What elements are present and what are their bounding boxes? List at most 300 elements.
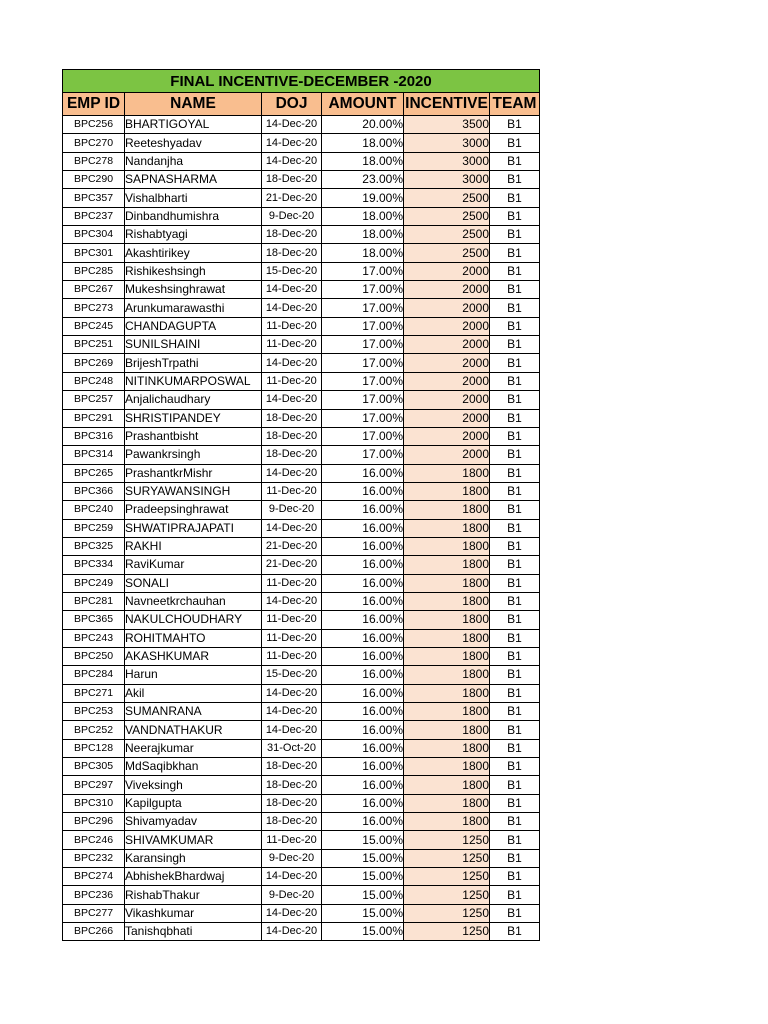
name-cell: Shivamyadav — [125, 813, 262, 831]
team-cell: B1 — [490, 189, 540, 207]
emp-id-cell: BPC365 — [63, 611, 125, 629]
incentive-cell: 1250 — [404, 923, 490, 941]
doj-cell: 11-Dec-20 — [262, 372, 322, 390]
emp-id-cell: BPC259 — [63, 519, 125, 537]
amount-cell: 18.00% — [322, 207, 404, 225]
doj-cell: 15-Dec-20 — [262, 262, 322, 280]
incentive-cell: 1800 — [404, 721, 490, 739]
name-cell: SHWATIPRAJAPATI — [125, 519, 262, 537]
name-cell: Vikashkumar — [125, 904, 262, 922]
table-row — [63, 409, 540, 427]
incentive-cell: 1250 — [404, 904, 490, 922]
incentive-cell: 1800 — [404, 501, 490, 519]
amount-cell: 16.00% — [322, 519, 404, 537]
table-row — [63, 721, 540, 739]
doj-cell: 11-Dec-20 — [262, 482, 322, 500]
amount-cell: 16.00% — [322, 464, 404, 482]
amount-cell: 16.00% — [322, 703, 404, 721]
name-cell: Kapilgupta — [125, 794, 262, 812]
incentive-cell: 3500 — [404, 116, 490, 134]
doj-cell: 31-Oct-20 — [262, 739, 322, 757]
team-cell: B1 — [490, 592, 540, 610]
emp-id-cell: BPC253 — [63, 703, 125, 721]
team-cell: B1 — [490, 409, 540, 427]
amount-cell: 16.00% — [322, 647, 404, 665]
emp-id-cell: BPC297 — [63, 776, 125, 794]
amount-cell: 15.00% — [322, 904, 404, 922]
table-row — [63, 482, 540, 500]
incentive-cell: 1800 — [404, 776, 490, 794]
doj-cell: 14-Dec-20 — [262, 904, 322, 922]
amount-cell: 16.00% — [322, 629, 404, 647]
table-row — [63, 666, 540, 684]
amount-cell: 17.00% — [322, 281, 404, 299]
name-cell: Mukeshsinghrawat — [125, 281, 262, 299]
emp-id-cell: BPC245 — [63, 317, 125, 335]
table-row — [63, 336, 540, 354]
amount-cell: 17.00% — [322, 409, 404, 427]
incentive-cell: 2000 — [404, 391, 490, 409]
doj-cell: 11-Dec-20 — [262, 317, 322, 335]
name-cell: Rishabtyagi — [125, 226, 262, 244]
team-cell: B1 — [490, 849, 540, 867]
team-cell: B1 — [490, 758, 540, 776]
team-cell: B1 — [490, 152, 540, 170]
doj-cell: 14-Dec-20 — [262, 152, 322, 170]
team-cell: B1 — [490, 446, 540, 464]
doj-cell: 21-Dec-20 — [262, 556, 322, 574]
doj-cell: 18-Dec-20 — [262, 794, 322, 812]
name-cell: Nandanjha — [125, 152, 262, 170]
team-cell: B1 — [490, 629, 540, 647]
name-cell: Dinbandhumishra — [125, 207, 262, 225]
doj-cell: 14-Dec-20 — [262, 703, 322, 721]
team-cell: B1 — [490, 336, 540, 354]
table-row — [63, 592, 540, 610]
incentive-cell: 1250 — [404, 849, 490, 867]
incentive-cell: 2000 — [404, 354, 490, 372]
emp-id-cell: BPC273 — [63, 299, 125, 317]
incentive-cell: 2000 — [404, 317, 490, 335]
doj-cell: 11-Dec-20 — [262, 629, 322, 647]
team-cell: B1 — [490, 684, 540, 702]
name-cell: Akil — [125, 684, 262, 702]
table-row — [63, 189, 540, 207]
team-cell: B1 — [490, 171, 540, 189]
table-row — [63, 849, 540, 867]
team-cell: B1 — [490, 501, 540, 519]
amount-cell: 16.00% — [322, 776, 404, 794]
table-row — [63, 207, 540, 225]
emp-id-cell: BPC240 — [63, 501, 125, 519]
doj-cell: 18-Dec-20 — [262, 446, 322, 464]
doj-cell: 9-Dec-20 — [262, 849, 322, 867]
incentive-cell: 2000 — [404, 262, 490, 280]
team-cell: B1 — [490, 868, 540, 886]
team-cell: B1 — [490, 739, 540, 757]
team-cell: B1 — [490, 281, 540, 299]
table-row — [63, 758, 540, 776]
incentive-cell: 1800 — [404, 464, 490, 482]
amount-cell: 16.00% — [322, 501, 404, 519]
name-cell: SURYAWANSINGH — [125, 482, 262, 500]
doj-cell: 21-Dec-20 — [262, 537, 322, 555]
team-cell: B1 — [490, 666, 540, 684]
emp-id-cell: BPC291 — [63, 409, 125, 427]
doj-cell: 18-Dec-20 — [262, 409, 322, 427]
emp-id-cell: BPC281 — [63, 592, 125, 610]
incentive-cell: 1800 — [404, 574, 490, 592]
table-row — [63, 372, 540, 390]
team-cell: B1 — [490, 464, 540, 482]
emp-id-cell: BPC316 — [63, 427, 125, 445]
doj-cell: 14-Dec-20 — [262, 684, 322, 702]
table-row — [63, 904, 540, 922]
table-row — [63, 427, 540, 445]
table-row — [63, 391, 540, 409]
emp-id-cell: BPC232 — [63, 849, 125, 867]
incentive-cell: 1800 — [404, 482, 490, 500]
amount-cell: 16.00% — [322, 721, 404, 739]
amount-cell: 16.00% — [322, 482, 404, 500]
table-row — [63, 116, 540, 134]
incentive-cell: 1800 — [404, 556, 490, 574]
table-row — [63, 831, 540, 849]
table-row — [63, 739, 540, 757]
name-cell: NAKULCHOUDHARY — [125, 611, 262, 629]
amount-cell: 16.00% — [322, 794, 404, 812]
team-cell: B1 — [490, 776, 540, 794]
team-cell: B1 — [490, 134, 540, 152]
amount-cell: 17.00% — [322, 427, 404, 445]
emp-id-cell: BPC310 — [63, 794, 125, 812]
table-row — [63, 611, 540, 629]
table-row — [63, 171, 540, 189]
name-cell: ROHITMAHTO — [125, 629, 262, 647]
table-row — [63, 464, 540, 482]
name-cell: Arunkumarawasthi — [125, 299, 262, 317]
table-row — [63, 446, 540, 464]
amount-cell: 17.00% — [322, 299, 404, 317]
incentive-table — [62, 69, 540, 941]
incentive-cell: 3000 — [404, 171, 490, 189]
amount-cell: 18.00% — [322, 134, 404, 152]
table-row — [63, 886, 540, 904]
header-row — [63, 93, 540, 116]
team-cell: B1 — [490, 886, 540, 904]
team-cell: B1 — [490, 427, 540, 445]
table-body — [63, 116, 540, 941]
table-row — [63, 281, 540, 299]
amount-cell: 17.00% — [322, 262, 404, 280]
team-cell: B1 — [490, 226, 540, 244]
emp-id-cell: BPC296 — [63, 813, 125, 831]
emp-id-cell: BPC304 — [63, 226, 125, 244]
table-row — [63, 647, 540, 665]
doj-cell: 14-Dec-20 — [262, 299, 322, 317]
doj-cell: 14-Dec-20 — [262, 592, 322, 610]
name-cell: RishabThakur — [125, 886, 262, 904]
table-row — [63, 244, 540, 262]
doj-cell: 11-Dec-20 — [262, 574, 322, 592]
name-cell: Pradeepsinghrawat — [125, 501, 262, 519]
incentive-cell: 1800 — [404, 666, 490, 684]
emp-id-cell: BPC246 — [63, 831, 125, 849]
header-incentive: INCENTIVE — [404, 93, 490, 116]
name-cell: Karansingh — [125, 849, 262, 867]
name-cell: AbhishekBhardwaj — [125, 868, 262, 886]
table-row — [63, 703, 540, 721]
doj-cell: 9-Dec-20 — [262, 886, 322, 904]
table-row — [63, 868, 540, 886]
team-cell: B1 — [490, 116, 540, 134]
team-cell: B1 — [490, 574, 540, 592]
emp-id-cell: BPC237 — [63, 207, 125, 225]
team-cell: B1 — [490, 831, 540, 849]
sheet-title: FINAL INCENTIVE-DECEMBER -2020 — [63, 70, 540, 93]
incentive-cell: 1800 — [404, 794, 490, 812]
emp-id-cell: BPC285 — [63, 262, 125, 280]
emp-id-cell: BPC357 — [63, 189, 125, 207]
name-cell: Pawankrsingh — [125, 446, 262, 464]
doj-cell: 14-Dec-20 — [262, 391, 322, 409]
emp-id-cell: BPC278 — [63, 152, 125, 170]
doj-cell: 18-Dec-20 — [262, 171, 322, 189]
name-cell: RaviKumar — [125, 556, 262, 574]
doj-cell: 14-Dec-20 — [262, 116, 322, 134]
doj-cell: 11-Dec-20 — [262, 831, 322, 849]
name-cell: Reeteshyadav — [125, 134, 262, 152]
emp-id-cell: BPC267 — [63, 281, 125, 299]
name-cell: Vishalbharti — [125, 189, 262, 207]
name-cell: Tanishqbhati — [125, 923, 262, 941]
incentive-cell: 2000 — [404, 299, 490, 317]
table-row — [63, 574, 540, 592]
doj-cell: 15-Dec-20 — [262, 666, 322, 684]
team-cell: B1 — [490, 611, 540, 629]
amount-cell: 19.00% — [322, 189, 404, 207]
emp-id-cell: BPC252 — [63, 721, 125, 739]
team-cell: B1 — [490, 299, 540, 317]
incentive-cell: 1800 — [404, 611, 490, 629]
amount-cell: 17.00% — [322, 354, 404, 372]
header-name: NAME — [125, 93, 262, 116]
emp-id-cell: BPC266 — [63, 923, 125, 941]
amount-cell: 18.00% — [322, 226, 404, 244]
incentive-cell: 1800 — [404, 813, 490, 831]
doj-cell: 14-Dec-20 — [262, 281, 322, 299]
amount-cell: 18.00% — [322, 152, 404, 170]
name-cell: AKASHKUMAR — [125, 647, 262, 665]
team-cell: B1 — [490, 794, 540, 812]
emp-id-cell: BPC248 — [63, 372, 125, 390]
emp-id-cell: BPC274 — [63, 868, 125, 886]
team-cell: B1 — [490, 813, 540, 831]
incentive-cell: 2500 — [404, 207, 490, 225]
table-row — [63, 556, 540, 574]
amount-cell: 15.00% — [322, 868, 404, 886]
table-row — [63, 813, 540, 831]
emp-id-cell: BPC249 — [63, 574, 125, 592]
amount-cell: 17.00% — [322, 317, 404, 335]
doj-cell: 18-Dec-20 — [262, 758, 322, 776]
name-cell: Rishikeshsingh — [125, 262, 262, 280]
name-cell: BHARTIGOYAL — [125, 116, 262, 134]
doj-cell: 18-Dec-20 — [262, 813, 322, 831]
team-cell: B1 — [490, 904, 540, 922]
incentive-cell: 2000 — [404, 409, 490, 427]
name-cell: CHANDAGUPTA — [125, 317, 262, 335]
header-team: TEAM — [490, 93, 540, 116]
doj-cell: 11-Dec-20 — [262, 611, 322, 629]
incentive-cell: 1800 — [404, 703, 490, 721]
doj-cell: 14-Dec-20 — [262, 868, 322, 886]
incentive-cell: 3000 — [404, 134, 490, 152]
amount-cell: 16.00% — [322, 739, 404, 757]
incentive-cell: 1800 — [404, 758, 490, 776]
incentive-cell: 2500 — [404, 189, 490, 207]
team-cell: B1 — [490, 317, 540, 335]
table-row — [63, 226, 540, 244]
emp-id-cell: BPC251 — [63, 336, 125, 354]
incentive-cell: 2000 — [404, 372, 490, 390]
header-amount: AMOUNT — [322, 93, 404, 116]
doj-cell: 18-Dec-20 — [262, 427, 322, 445]
doj-cell: 11-Dec-20 — [262, 647, 322, 665]
table-row — [63, 519, 540, 537]
table-row — [63, 152, 540, 170]
amount-cell: 16.00% — [322, 684, 404, 702]
name-cell: NITINKUMARPOSWAL — [125, 372, 262, 390]
emp-id-cell: BPC265 — [63, 464, 125, 482]
name-cell: MdSaqibkhan — [125, 758, 262, 776]
table-row — [63, 354, 540, 372]
table-row — [63, 794, 540, 812]
table-row — [63, 537, 540, 555]
amount-cell: 23.00% — [322, 171, 404, 189]
table-row — [63, 684, 540, 702]
emp-id-cell: BPC284 — [63, 666, 125, 684]
doj-cell: 14-Dec-20 — [262, 923, 322, 941]
team-cell: B1 — [490, 244, 540, 262]
emp-id-cell: BPC325 — [63, 537, 125, 555]
incentive-cell: 3000 — [404, 152, 490, 170]
amount-cell: 18.00% — [322, 244, 404, 262]
table-row — [63, 262, 540, 280]
emp-id-cell: BPC256 — [63, 116, 125, 134]
amount-cell: 16.00% — [322, 758, 404, 776]
title-row — [63, 70, 540, 93]
amount-cell: 15.00% — [322, 923, 404, 941]
team-cell: B1 — [490, 391, 540, 409]
emp-id-cell: BPC270 — [63, 134, 125, 152]
name-cell: RAKHI — [125, 537, 262, 555]
name-cell: Anjalichaudhary — [125, 391, 262, 409]
incentive-cell: 1800 — [404, 537, 490, 555]
team-cell: B1 — [490, 482, 540, 500]
header-doj: DOJ — [262, 93, 322, 116]
doj-cell: 18-Dec-20 — [262, 776, 322, 794]
doj-cell: 14-Dec-20 — [262, 721, 322, 739]
incentive-cell: 1800 — [404, 629, 490, 647]
team-cell: B1 — [490, 354, 540, 372]
name-cell: Harun — [125, 666, 262, 684]
name-cell: SONALI — [125, 574, 262, 592]
doj-cell: 14-Dec-20 — [262, 134, 322, 152]
emp-id-cell: BPC305 — [63, 758, 125, 776]
name-cell: SUNILSHAINI — [125, 336, 262, 354]
team-cell: B1 — [490, 537, 540, 555]
table-row — [63, 134, 540, 152]
emp-id-cell: BPC128 — [63, 739, 125, 757]
doj-cell: 11-Dec-20 — [262, 336, 322, 354]
table-row — [63, 299, 540, 317]
doj-cell: 9-Dec-20 — [262, 501, 322, 519]
amount-cell: 16.00% — [322, 813, 404, 831]
emp-id-cell: BPC243 — [63, 629, 125, 647]
name-cell: SUMANRANA — [125, 703, 262, 721]
amount-cell: 16.00% — [322, 556, 404, 574]
emp-id-cell: BPC366 — [63, 482, 125, 500]
doj-cell: 14-Dec-20 — [262, 519, 322, 537]
doj-cell: 9-Dec-20 — [262, 207, 322, 225]
team-cell: B1 — [490, 372, 540, 390]
name-cell: SAPNASHARMA — [125, 171, 262, 189]
emp-id-cell: BPC257 — [63, 391, 125, 409]
amount-cell: 16.00% — [322, 666, 404, 684]
emp-id-cell: BPC271 — [63, 684, 125, 702]
incentive-cell: 1800 — [404, 519, 490, 537]
incentive-cell: 1250 — [404, 868, 490, 886]
doj-cell: 14-Dec-20 — [262, 354, 322, 372]
incentive-cell: 2000 — [404, 427, 490, 445]
emp-id-cell: BPC314 — [63, 446, 125, 464]
incentive-cell: 2500 — [404, 226, 490, 244]
name-cell: VANDNATHAKUR — [125, 721, 262, 739]
name-cell: SHRISTIPANDEY — [125, 409, 262, 427]
amount-cell: 16.00% — [322, 537, 404, 555]
amount-cell: 17.00% — [322, 446, 404, 464]
table-row — [63, 629, 540, 647]
doj-cell: 21-Dec-20 — [262, 189, 322, 207]
table-row — [63, 923, 540, 941]
name-cell: Navneetkrchauhan — [125, 592, 262, 610]
incentive-cell: 1800 — [404, 684, 490, 702]
incentive-cell: 2500 — [404, 244, 490, 262]
name-cell: PrashantkrMishr — [125, 464, 262, 482]
team-cell: B1 — [490, 703, 540, 721]
incentive-cell: 1800 — [404, 647, 490, 665]
amount-cell: 15.00% — [322, 886, 404, 904]
team-cell: B1 — [490, 519, 540, 537]
table-row — [63, 776, 540, 794]
emp-id-cell: BPC236 — [63, 886, 125, 904]
incentive-cell: 2000 — [404, 336, 490, 354]
amount-cell: 20.00% — [322, 116, 404, 134]
table-row — [63, 317, 540, 335]
emp-id-cell: BPC269 — [63, 354, 125, 372]
emp-id-cell: BPC301 — [63, 244, 125, 262]
name-cell: Prashantbisht — [125, 427, 262, 445]
amount-cell: 15.00% — [322, 849, 404, 867]
team-cell: B1 — [490, 721, 540, 739]
name-cell: SHIVAMKUMAR — [125, 831, 262, 849]
amount-cell: 15.00% — [322, 831, 404, 849]
doj-cell: 18-Dec-20 — [262, 226, 322, 244]
team-cell: B1 — [490, 923, 540, 941]
amount-cell: 16.00% — [322, 574, 404, 592]
header-emp-id: EMP ID — [63, 93, 125, 116]
